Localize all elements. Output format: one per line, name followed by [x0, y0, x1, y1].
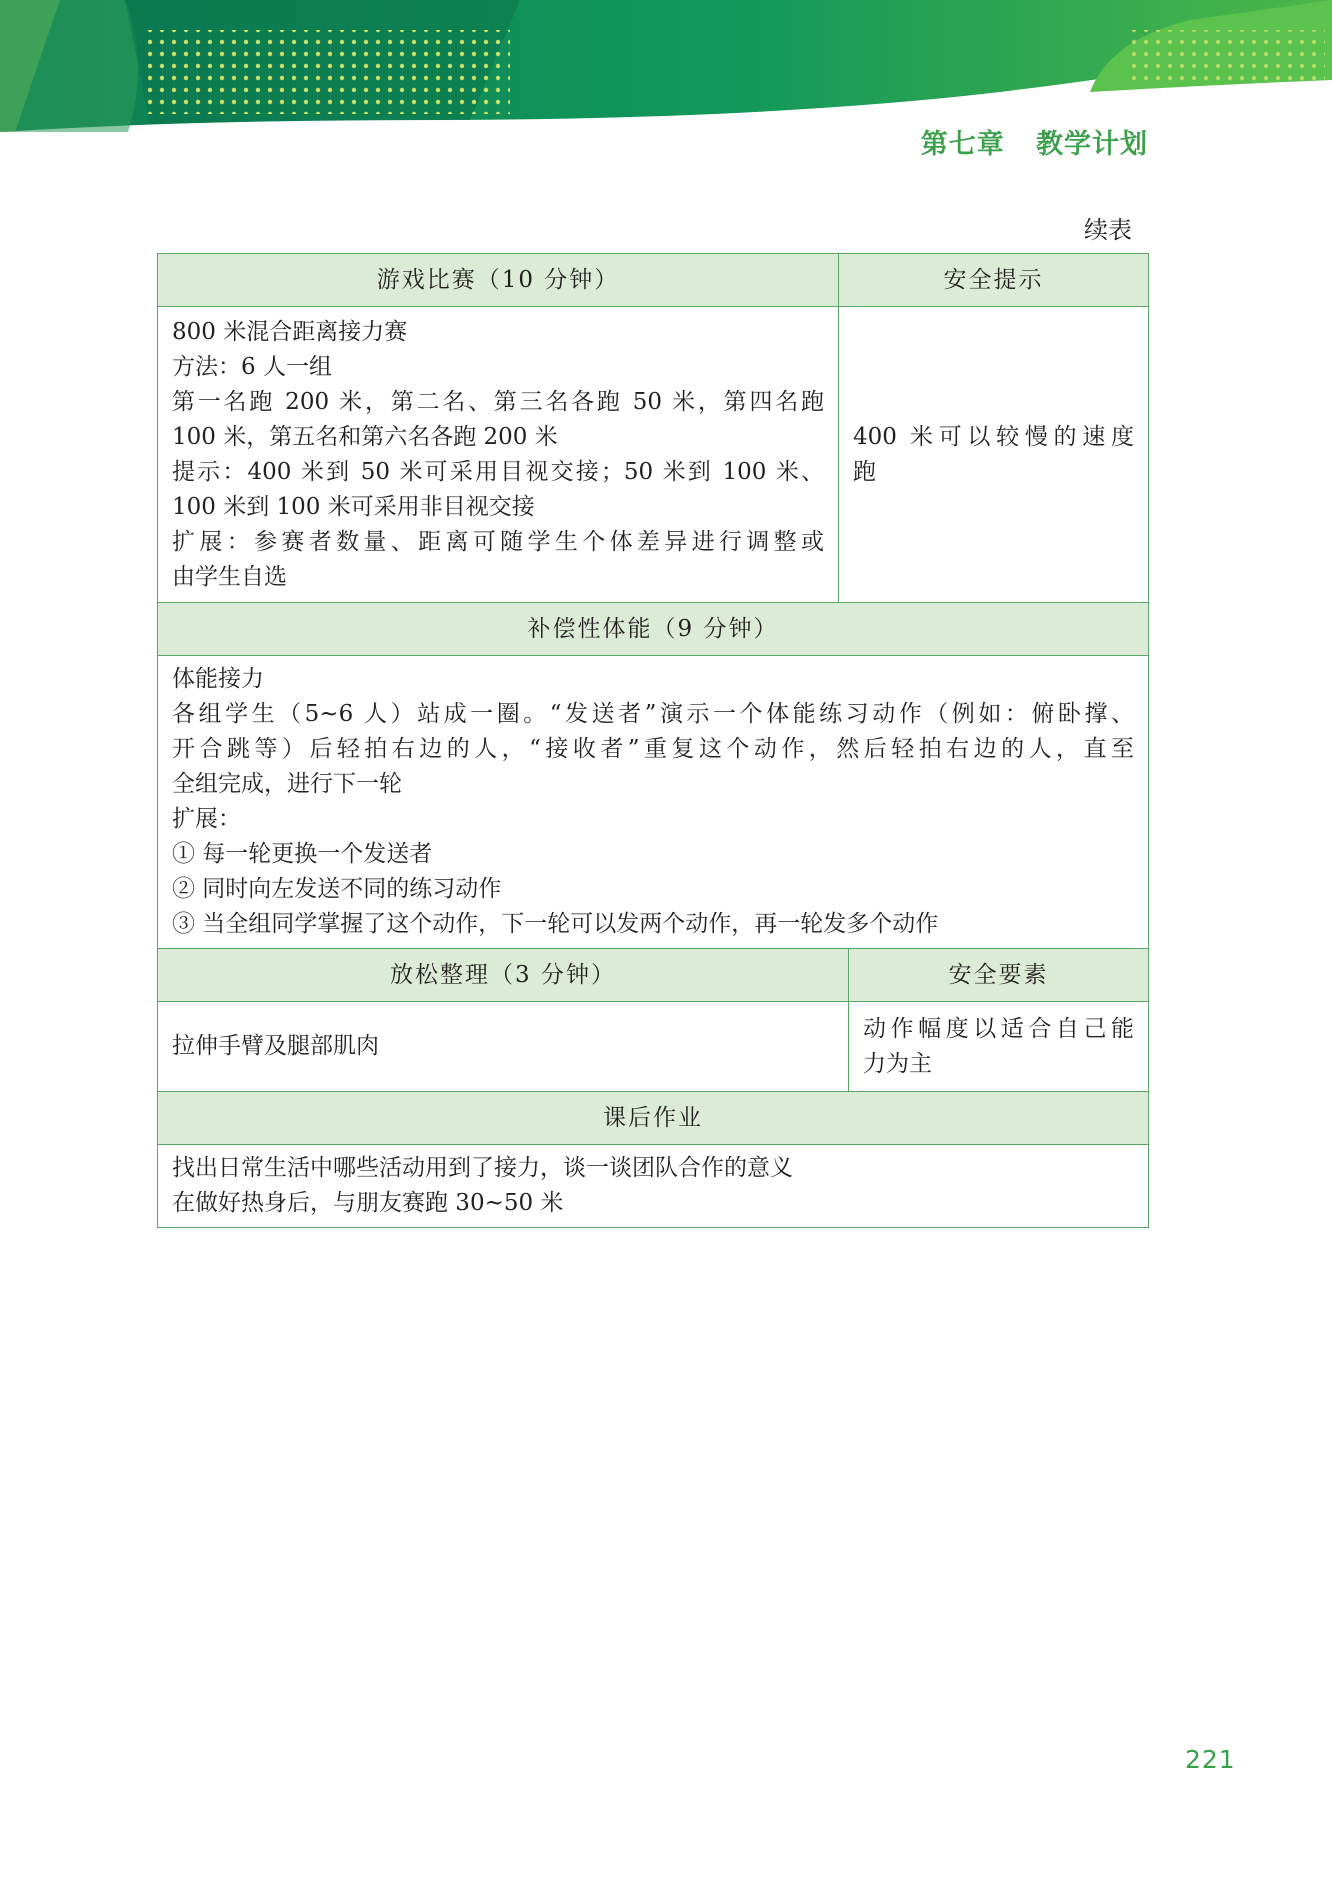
game-line: 扩展：参赛者数量、距离可随学生个体差异进行调整或: [172, 528, 824, 555]
game-safety-line: 400 米可以较慢的速度: [853, 423, 1134, 450]
relax-content: 拉伸手臂及腿部肌肉: [158, 1002, 849, 1092]
homework-content: [158, 1145, 1149, 1228]
fitness-line: 全组完成，进行下一轮: [172, 771, 402, 797]
game-body-row: [158, 307, 1149, 603]
banner-graphic: [0, 0, 1332, 135]
game-header-row: [158, 254, 1149, 307]
continued-label: 续表: [1084, 216, 1132, 244]
relax-safety-heading: 安全要素: [849, 949, 1149, 1002]
header-banner: [0, 0, 1332, 135]
game-line: 第一名跑 200 米，第二名、第三名各跑 50 米，第四名跑: [172, 388, 824, 415]
fitness-heading: 补偿性体能（9 分钟）: [158, 603, 1149, 656]
relax-heading: 放松整理（3 分钟）: [158, 949, 849, 1002]
relax-safety-line: 力为主: [863, 1050, 932, 1077]
fitness-line: ① 每一轮更换一个发送者: [172, 841, 433, 867]
game-line: 方法：6 人一组: [172, 353, 332, 380]
game-line: 由学生自选: [172, 563, 287, 590]
relax-safety-content: [849, 1002, 1149, 1092]
homework-line: 在做好热身后，与朋友赛跑 30~50 米: [172, 1190, 564, 1216]
homework-header-row: [158, 1092, 1149, 1145]
fitness-line: 扩展：: [172, 806, 241, 832]
relax-safety-line: 动作幅度以适合自己能: [863, 1015, 1134, 1042]
fitness-line: ③ 当全组同学掌握了这个动作，下一轮可以发两个动作，再一轮发多个动作: [172, 911, 939, 937]
fitness-line: 各组学生（5~6 人）站成一圈。“发送者”演示一个体能练习动作（例如：俯卧撑、: [172, 701, 1134, 727]
homework-line: 找出日常生活中哪些活动用到了接力，谈一谈团队合作的意义: [172, 1155, 793, 1181]
fitness-content: [158, 656, 1149, 949]
homework-heading: 课后作业: [158, 1092, 1149, 1145]
game-safety-line: 跑: [853, 458, 876, 485]
game-safety-content: [839, 307, 1149, 603]
relax-body-row: [158, 1002, 1149, 1092]
game-line: 提示：400 米到 50 米可采用目视交接；50 米到 100 米、: [172, 458, 824, 485]
game-line: 100 米到 100 米可采用非目视交接: [172, 493, 535, 520]
fitness-line: 体能接力: [172, 666, 264, 692]
fitness-body-row: [158, 656, 1149, 949]
page-number: 221: [1185, 1745, 1236, 1774]
lesson-plan-table: [157, 253, 1149, 1228]
relax-header-row: [158, 949, 1149, 1002]
game-heading: 游戏比赛（10 分钟）: [158, 254, 839, 307]
game-line: 100 米，第五名和第六名各跑 200 米: [172, 423, 558, 450]
game-line: 800 米混合距离接力赛: [172, 318, 408, 345]
fitness-line: 开合跳等）后轻拍右边的人，“接收者”重复这个动作，然后轻拍右边的人，直至: [172, 736, 1134, 762]
game-safety-heading: 安全提示: [839, 254, 1149, 307]
chapter-title: 第七章 教学计划: [920, 129, 1148, 160]
fitness-header-row: [158, 603, 1149, 656]
game-content: [158, 307, 839, 603]
fitness-line: ② 同时向左发送不同的练习动作: [172, 876, 502, 902]
homework-body-row: [158, 1145, 1149, 1228]
